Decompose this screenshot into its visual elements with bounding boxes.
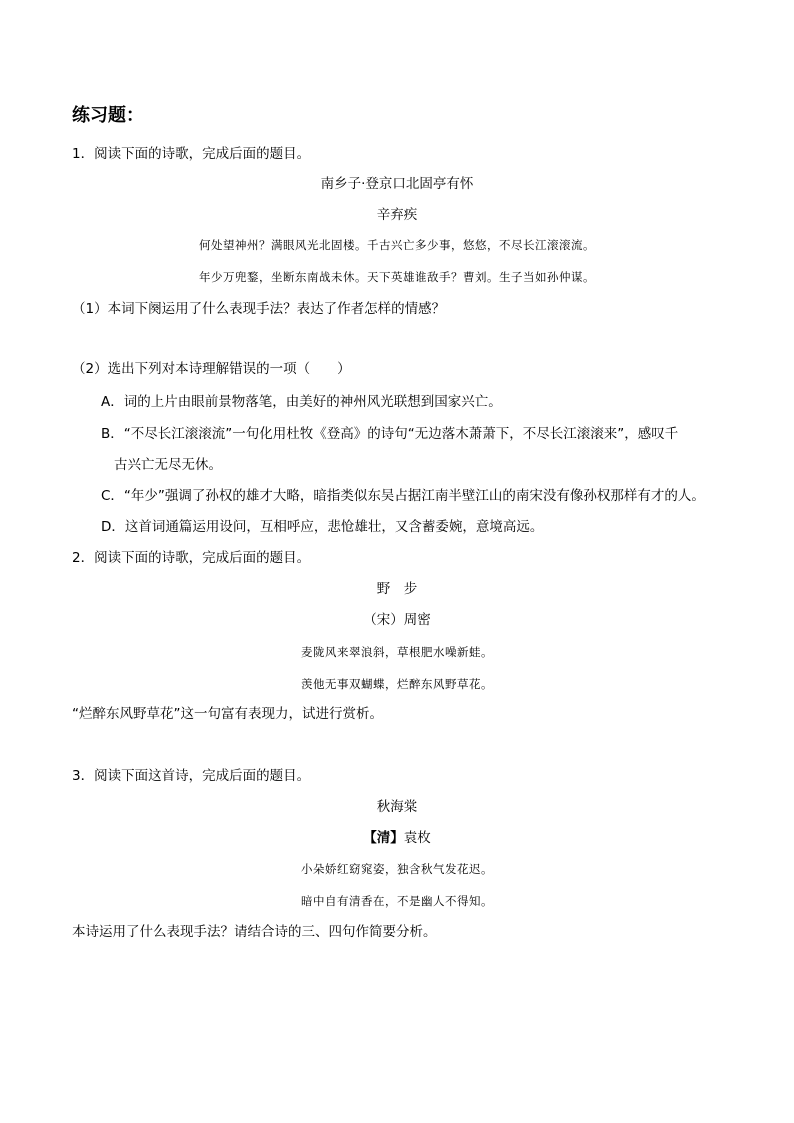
q1-poem-line-2: 年少万兜鍪，坐断东南战未休。天下英雄谁敌手？曹刘。生子当如孙仲谋。 [199,270,595,284]
q1-poem-title: 南乡子·登京口北固亭有怀 [320,176,474,192]
q1-option-c: C．“年少”强调了孙权的雄才大略，暗指类似东吴占据江南半壁江山的南宋没有像孙权那样有才的人。 [101,488,705,504]
q1-subquestion-1: （1）本词下阕运用了什么表现手法？表达了作者怎样的情感？ [72,301,446,317]
q2-author: （宋）周密 [363,612,431,628]
q3-poem-title: 秋海棠 [376,799,418,815]
q3-question: 本诗运用了什么表现手法？请结合诗的三、四句作简要分析。 [72,924,437,940]
q3-dynasty: 【清】 [363,830,404,846]
q1-poem-line-1: 何处望神州？满眼风光北固楼。千古兴亡多少事，悠悠，不尽长江滚滚流。 [199,238,595,252]
q1-option-b: B．“不尽长江滚滚流”一句化用杜牧《登高》的诗句“无边落木萧萧下，不尽长江滚滚来”，感叹千 [101,426,679,442]
q1-option-d: D．这首词通篇运用设问，互相呼应，悲怆雄壮，又含蓄委婉，意境高远。 [101,519,544,535]
q2-poem-title: 野 步 [376,581,418,597]
q1-subquestion-2: （2）选出下列对本诗理解错误的一项（ ） [72,361,351,377]
q3-author [0,829,794,847]
q2-question: “烂醉东风野草花”这一句富有表现力，试进行赏析。 [72,706,383,722]
q1-prompt: 1．阅读下面的诗歌，完成后面的题目。 [72,146,311,162]
q1-option-b-continued: 古兴亡无尽无休。 [114,457,222,473]
q2-prompt: 2．阅读下面的诗歌，完成后面的题目。 [72,550,311,566]
q2-poem-line-2: 羡他无事双蝴蝶，烂醉东风野草花。 [301,677,493,691]
q3-author-name: 袁枚 [403,830,431,846]
q1-option-a: A．词的上片由眼前景物落笔，由美好的神州风光联想到国家兴亡。 [101,394,502,410]
q3-prompt: 3．阅读下面这首诗，完成后面的题目。 [72,768,311,784]
q3-poem-line-2: 暗中自有清香在，不是幽人不得知。 [301,894,493,908]
page-title: 练习题： [72,105,144,126]
q2-poem-line-1: 麦陇风来翠浪斜，草根肥水噪新蛙。 [301,645,493,659]
q3-poem-line-1: 小朵娇红窈窕姿，独含秋气发花迟。 [301,862,493,876]
q1-author: 辛弃疾 [376,207,418,223]
